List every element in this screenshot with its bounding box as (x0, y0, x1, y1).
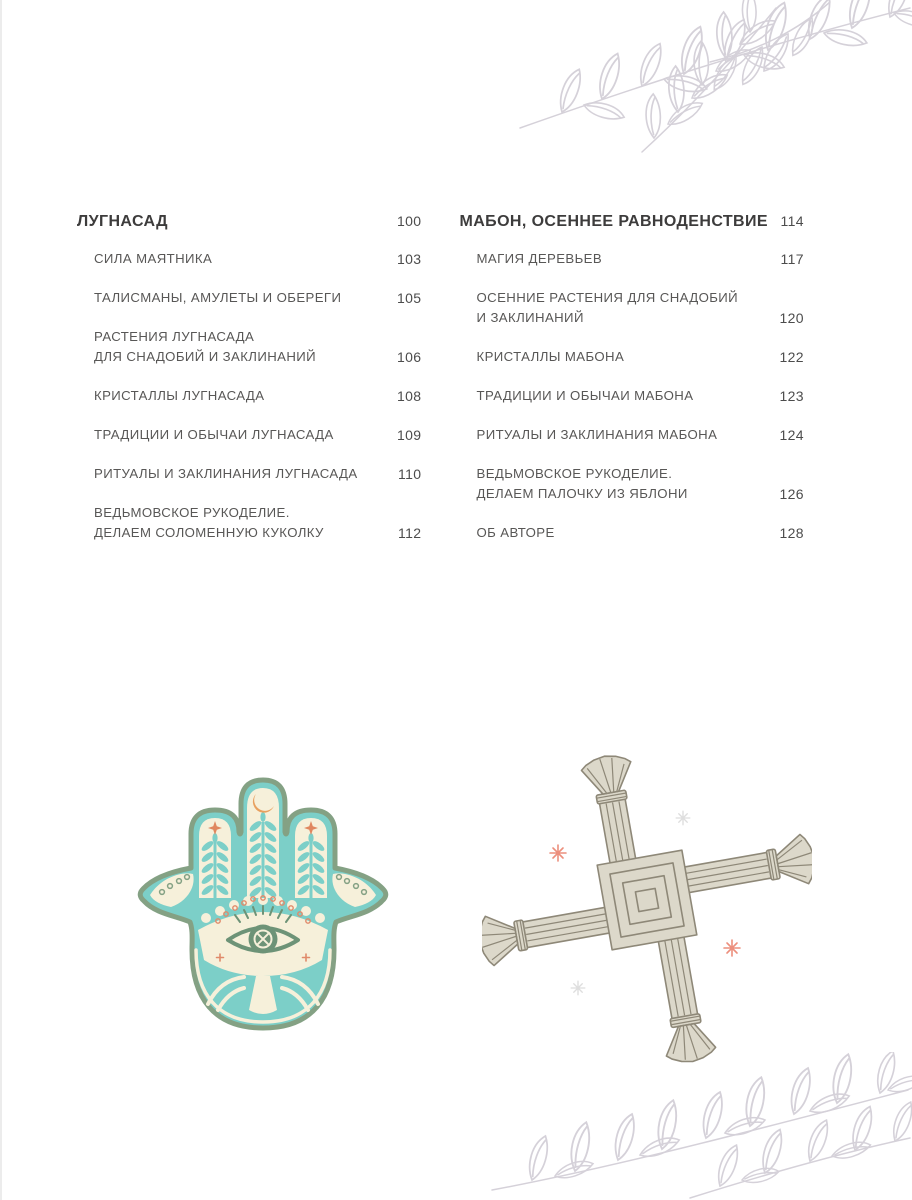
toc-entry (460, 523, 805, 543)
entry-page-number: 124 (779, 427, 804, 443)
leaf-branch-top-right-illustration (492, 0, 912, 155)
toc-entry (77, 386, 422, 406)
toc-entry (77, 288, 422, 308)
leaf-branch-bottom-right-illustration (480, 1052, 912, 1200)
entry-title: ТРАДИЦИИ И ОБЫЧАИ МАБОНА (476, 388, 694, 403)
toc-entry (77, 464, 422, 484)
entry-title: ТАЛИСМАНЫ, АМУЛЕТЫ И ОБЕРЕГИ (94, 290, 342, 305)
entry-page-number: 112 (397, 525, 422, 541)
entry-page-number: 123 (779, 388, 804, 404)
entry-title: ДЕЛАЕМ СОЛОМЕННУЮ КУКОЛКУ (94, 525, 324, 540)
hamsa-amulet-illustration (136, 764, 390, 1040)
entry-page-number: 120 (779, 310, 804, 326)
entry-page-number: 117 (780, 251, 804, 267)
entry-title: СИЛА МАЯТНИКА (94, 251, 213, 266)
brigid-cross-illustration (482, 748, 812, 1068)
toc-section-header (77, 211, 422, 231)
entry-title: И ЗАКЛИНАНИЙ (476, 310, 584, 325)
table-of-contents (77, 211, 804, 562)
toc-column-mabon (460, 211, 805, 562)
entry-title: ТРАДИЦИИ И ОБЫЧАИ ЛУГНАСАДА (94, 427, 334, 442)
entry-title: РИТУАЛЫ И ЗАКЛИНАНИЯ ЛУГНАСАДА (94, 466, 358, 481)
toc-entry (460, 347, 805, 367)
toc-column-lughnasadh (77, 211, 422, 562)
entry-page-number: 103 (396, 251, 422, 267)
entry-page-number: 126 (779, 486, 804, 502)
toc-entry (460, 464, 805, 504)
section-page-number: 114 (780, 213, 804, 229)
section-page-number: 100 (396, 213, 422, 229)
toc-entry (460, 249, 805, 269)
toc-entry (77, 425, 422, 445)
entry-title: ДЛЯ СНАДОБИЙ И ЗАКЛИНАНИЙ (94, 349, 317, 364)
entry-page-number: 108 (396, 388, 422, 404)
entry-page-number: 106 (396, 349, 422, 365)
toc-section-header (460, 211, 805, 231)
entry-page-number: 109 (396, 427, 422, 443)
entry-title: КРИСТАЛЛЫ МАБОНА (476, 349, 625, 364)
entry-title: ВЕДЬМОВСКОЕ РУКОДЕЛИЕ. (94, 505, 290, 520)
entry-title: ВЕДЬМОВСКОЕ РУКОДЕЛИЕ. (476, 466, 673, 481)
toc-entry (460, 425, 805, 445)
entry-page-number: 105 (396, 290, 422, 306)
entry-title: МАГИЯ ДЕРЕВЬЕВ (476, 251, 603, 266)
toc-entry (460, 386, 805, 406)
toc-entry (460, 288, 805, 328)
toc-entry (77, 503, 422, 543)
entry-title: КРИСТАЛЛЫ ЛУГНАСАДА (94, 388, 265, 403)
entry-title: РИТУАЛЫ И ЗАКЛИНАНИЯ МАБОНА (476, 427, 718, 442)
entry-title: ДЕЛАЕМ ПАЛОЧКУ ИЗ ЯБЛОНИ (476, 486, 688, 501)
entry-page-number: 110 (397, 466, 422, 482)
entry-title: РАСТЕНИЯ ЛУГНАСАДА (94, 329, 255, 344)
entry-title: ОБ АВТОРЕ (476, 525, 555, 540)
toc-entry (77, 249, 422, 269)
entry-page-number: 128 (779, 525, 804, 541)
section-title: МАБОН, ОСЕННЕЕ РАВНОДЕНСТВИЕ (459, 213, 768, 230)
entry-title: ОСЕННИЕ РАСТЕНИЯ ДЛЯ СНАДОБИЙ (476, 290, 739, 305)
section-title: ЛУГНАСАД (77, 213, 168, 230)
toc-entry (77, 327, 422, 367)
entry-page-number: 122 (779, 349, 804, 365)
